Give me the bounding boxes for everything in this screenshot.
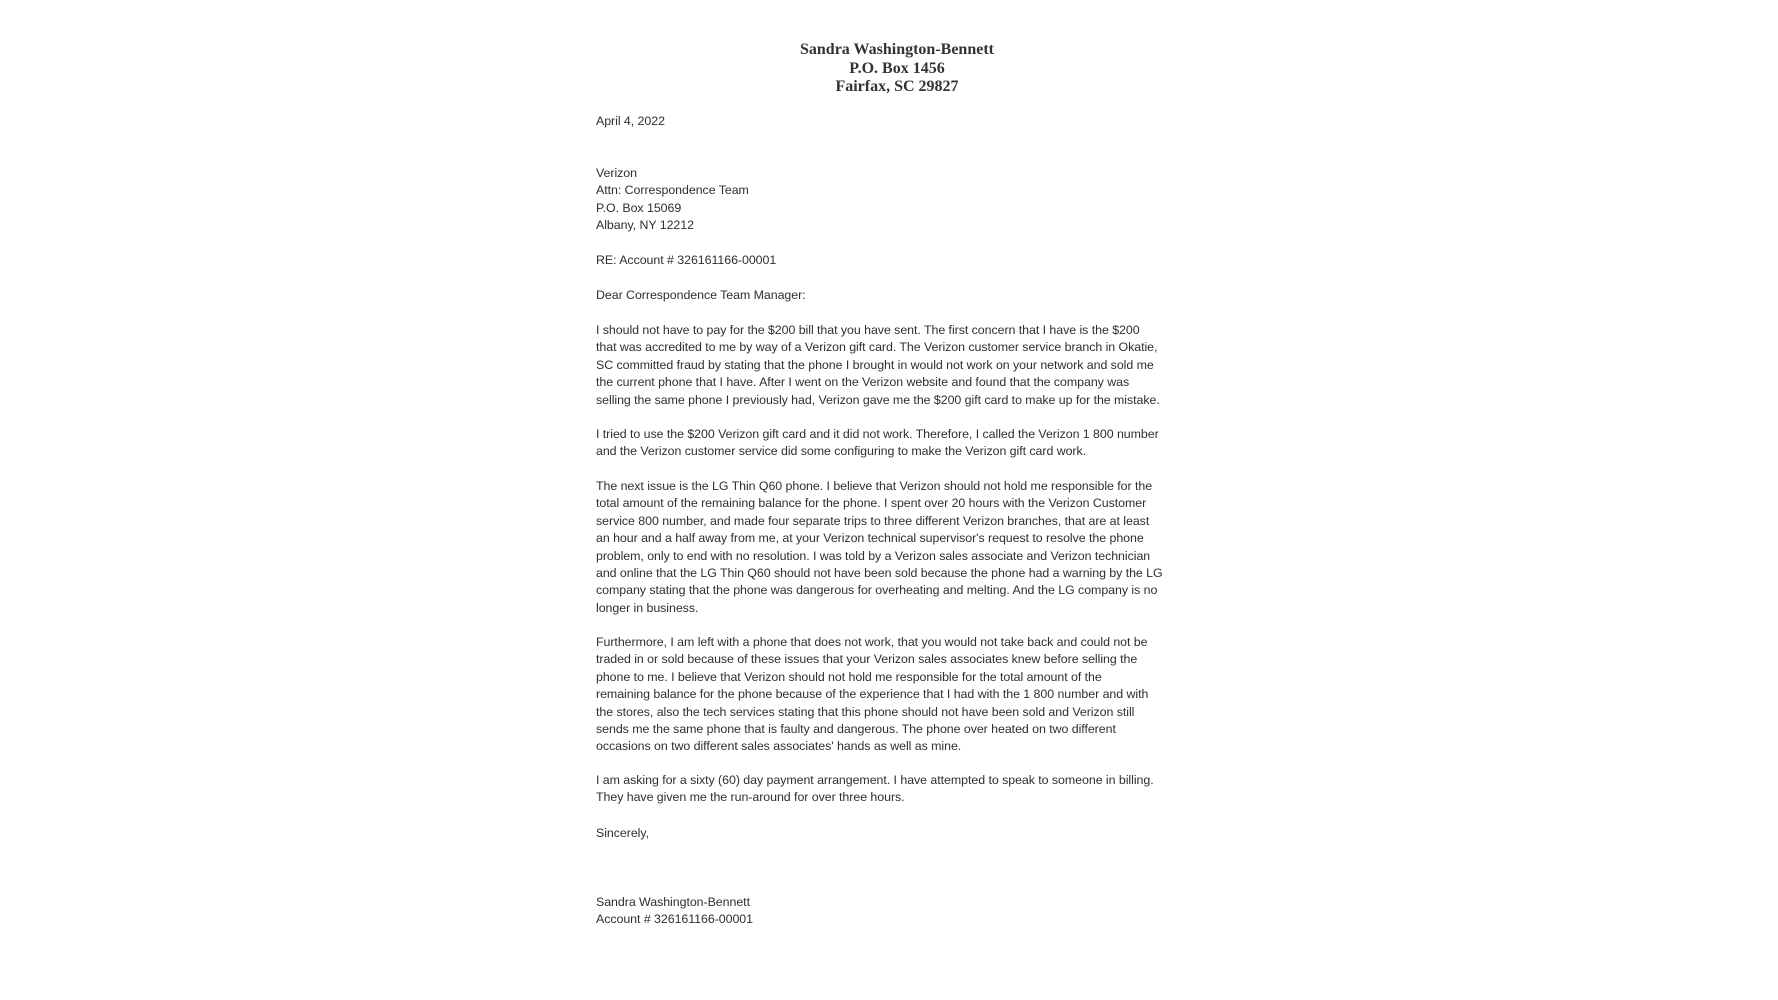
paragraph-line: traded in or sold because of these issues that your Verizon sales associates knew before selling the (596, 652, 1138, 667)
signature-account: Account # 326161166-00001 (596, 912, 753, 927)
paragraph-line: I tried to use the $200 Verizon gift card and it did not work. Therefore, I called the Verizon 1 800 number (596, 427, 1159, 441)
signature-block (596, 894, 1208, 929)
paragraph-2 (596, 426, 1208, 461)
paragraph-line: total amount of the remaining balance for the phone. I spent over 20 hours with the Verizon Customer (596, 496, 1147, 511)
paragraph-line: problem, only to end with no resolution. I was told by a Verizon sales associate and Verizon technician (596, 548, 1151, 563)
paragraph-line: occasions on two different sales associates' hands as well as mine. (596, 739, 962, 754)
paragraph-line: SC committed fraud by stating that the phone I brought in would not work on your network and sold me (596, 357, 1154, 372)
salutation: Dear Correspondence Team Manager: (596, 288, 806, 302)
paragraph-line: remaining balance for the phone because of the experience that I had with the 1 800 number and with (596, 687, 1149, 702)
paragraph-line: sends me the same phone that is faulty and dangerous. The phone over heated on two different (596, 722, 1116, 737)
paragraph-line: I should not have to pay for the $200 bill that you have sent. The first concern that I have is the $200 (596, 323, 1140, 337)
sender-address-line1: P.O. Box 1456 (849, 59, 945, 77)
recipient-address (596, 165, 1208, 235)
paragraph-line: and the Verizon customer service did some configuring to make the Verizon gift card work. (596, 444, 1087, 459)
paragraph-line: longer in business. (596, 600, 699, 615)
recipient-city-state-zip: Albany, NY 12212 (596, 218, 694, 233)
paragraph-line: selling the same phone I previously had, Verizon gave me the $200 gift card to make up for the mistake. (596, 392, 1160, 407)
paragraph-line: They have given me the run-around for over three hours. (596, 790, 905, 805)
paragraph-line: company stating that the phone was dangerous for overheating and melting. And the LG company is no (596, 583, 1158, 598)
paragraph-4 (596, 634, 1208, 756)
paragraph-line: and online that the LG Thin Q60 should not have been sold because the phone had a warning by the LG (596, 566, 1163, 581)
paragraph-3 (596, 478, 1208, 617)
paragraph-line: The next issue is the LG Thin Q60 phone. I believe that Verizon should not hold me responsible for the (596, 479, 1153, 493)
paragraph-1 (596, 322, 1208, 409)
recipient-attn: Attn: Correspondence Team (596, 183, 749, 198)
recipient-po-box: P.O. Box 15069 (596, 200, 682, 215)
paragraph-line: Furthermore, I am left with a phone that does not work, that you would not take back and could not be (596, 635, 1148, 649)
paragraph-line: an hour and a half away from me, at your Verizon technical supervisor's request to resolve the phone (596, 531, 1144, 546)
letter-date: April 4, 2022 (596, 114, 665, 128)
sender-name: Sandra Washington-Bennett (800, 41, 994, 58)
sender-address-line2: Fairfax, SC 29827 (835, 78, 959, 95)
paragraph-line: I am asking for a sixty (60) day payment arrangement. I have attempted to speak to someone in billing. (596, 773, 1154, 787)
paragraph-line: phone to me. I believe that Verizon should not hold me responsible for the total amount of the (596, 669, 1102, 684)
recipient-company: Verizon (596, 166, 637, 180)
closing: Sincerely, (596, 826, 649, 840)
paragraph-5 (596, 772, 1208, 807)
paragraph-line: that was accredited to me by way of a Verizon gift card. The Verizon customer service branch in Okatie, (596, 340, 1158, 355)
paragraph-line: the stores, also the tech services stating that this phone should not have been sold and Verizon still (596, 704, 1135, 719)
re-line: RE: Account # 326161166-00001 (596, 253, 777, 267)
paragraph-line: service 800 number, and made four separate trips to three different Verizon branches, that are at least (596, 513, 1150, 528)
letterhead (697, 41, 1097, 97)
signature-name: Sandra Washington-Bennett (596, 895, 750, 909)
paragraph-line: the current phone that I have. After I went on the Verizon website and found that the company was (596, 375, 1130, 390)
